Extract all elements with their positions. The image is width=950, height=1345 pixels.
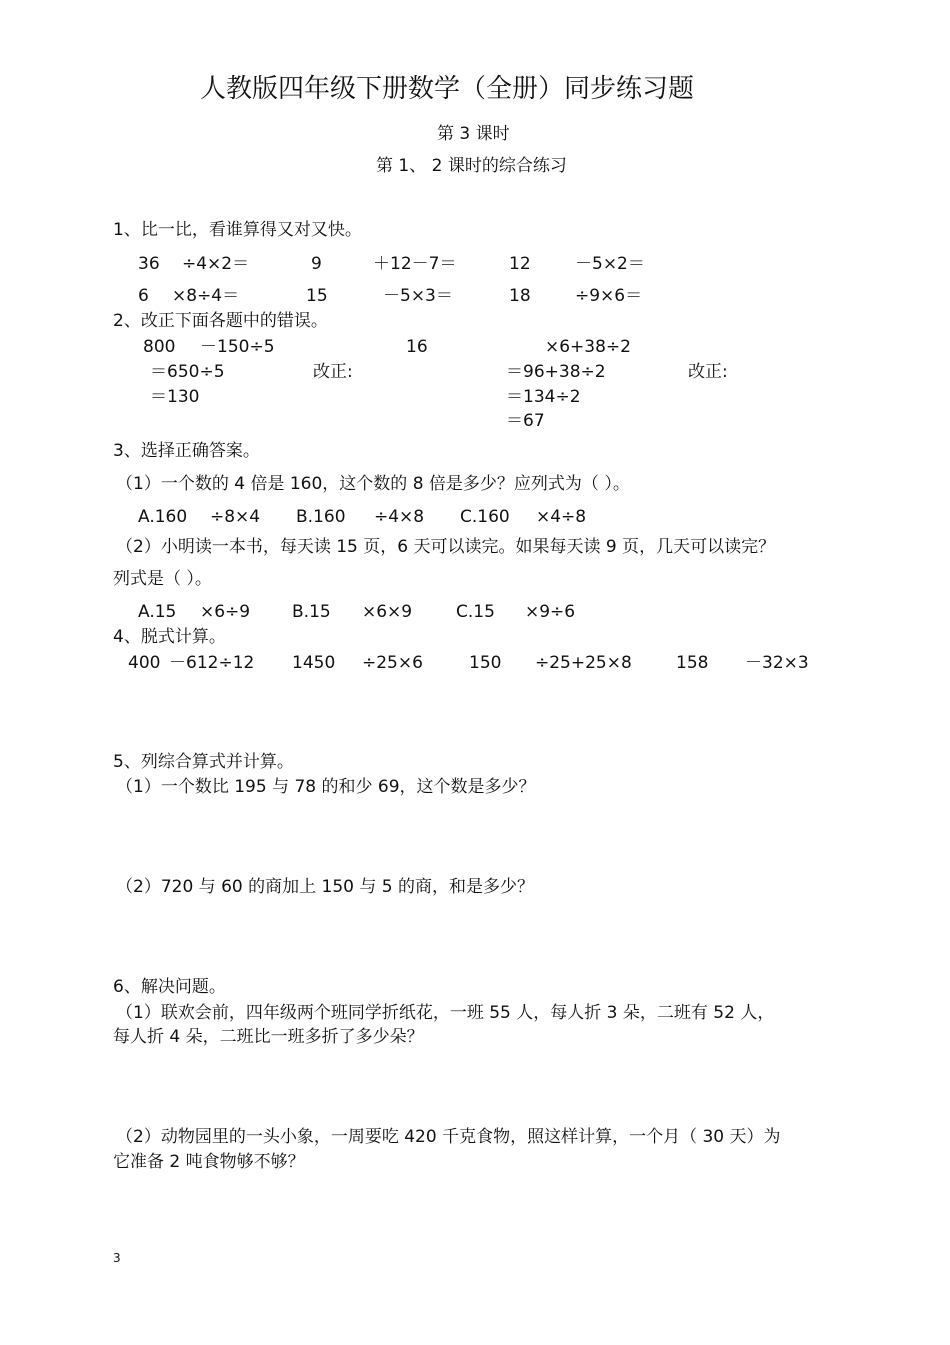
q6-p2-line2: 它准备 2 吨食物够不够？ xyxy=(113,1152,305,1172)
page-number: 3 xyxy=(113,1251,121,1265)
page-title: 人教版四年级下册数学（全册）同步练习题 xyxy=(200,74,695,104)
q2-right-line4: ＝67 xyxy=(506,411,545,431)
q1-r2-c1: 6 xyxy=(138,286,149,306)
q1-r2-c2: ×8÷4＝ xyxy=(172,286,240,306)
q3-p2-optC-expr: ×9÷6 xyxy=(525,602,576,622)
q6-p1-line1: （1）联欢会前，四年级两个班同学折纸花，一班 55 人，每人折 3 朵，二班有 52 人， xyxy=(116,1003,775,1023)
q6-p2-line1: （2）动物园里的一头小象，一周要吃 420 千克食物，照这样计算，一个月（ 30 天）为 xyxy=(116,1127,781,1147)
q2-left-line3: ＝130 xyxy=(150,387,200,407)
q4-item1-expr: －612÷12 xyxy=(169,653,255,673)
q4-item2-num: 1450 xyxy=(292,653,336,673)
q1-r2-c5: 18 xyxy=(509,286,531,306)
q2-right-line3: ＝134÷2 xyxy=(506,387,581,407)
q5-heading: 5、列综合算式并计算。 xyxy=(113,752,294,772)
q2-right-line2: ＝96+38÷2 xyxy=(506,362,606,382)
q3-p1-optC-label: C.160 xyxy=(460,507,510,527)
q2-right-line1-num: 16 xyxy=(406,337,428,357)
q5-p2: （2）720 与 60 的商加上 150 与 5 的商，和是多少？ xyxy=(116,877,534,897)
q3-heading: 3、选择正确答案。 xyxy=(113,441,260,461)
q3-p2-question-line2: 列式是（ ）。 xyxy=(113,569,212,589)
q3-p2-optB-label: B.15 xyxy=(292,602,331,622)
q2-left-line1-num: 800 xyxy=(143,337,176,357)
q3-p2-optC-label: C.15 xyxy=(456,602,495,622)
q1-r1-c5: 12 xyxy=(509,254,531,274)
q3-p2-question-line1: （2）小明读一本书，每天读 15 页，6 天可以读完。如果每天读 9 页，几天可以读完？ xyxy=(116,537,776,557)
q1-r2-c3: 15 xyxy=(306,286,328,306)
q3-p2-optB-expr: ×6×9 xyxy=(362,602,413,622)
q1-r2-c4: －5×3＝ xyxy=(383,286,453,306)
q4-heading: 4、脱式计算。 xyxy=(113,627,226,647)
q3-p2-optA-label: A.15 xyxy=(138,602,177,622)
q3-p1-optA-expr: ÷8×4 xyxy=(210,507,261,527)
q3-p1-optB-label: B.160 xyxy=(296,507,346,527)
q3-p1-optA-label: A.160 xyxy=(138,507,188,527)
lesson-number: 第 3 课时 xyxy=(437,124,510,144)
page-subtitle: 第 1、 2 课时的综合练习 xyxy=(376,156,567,176)
q4-item3-num: 150 xyxy=(469,653,502,673)
q3-p2-optA-expr: ×6÷9 xyxy=(200,602,251,622)
q5-p1: （1）一个数比 195 与 78 的和少 69，这个数是多少？ xyxy=(116,777,536,797)
q1-heading: 1、比一比，看谁算得又对又快。 xyxy=(113,220,362,240)
q4-item1-num: 400 xyxy=(128,653,161,673)
q6-p1-line2: 每人折 4 朵，二班比一班多折了多少朵？ xyxy=(113,1027,424,1047)
q1-r1-c1: 36 xyxy=(138,254,160,274)
q1-r1-c3: 9 xyxy=(311,254,322,274)
q3-p1-question: （1）一个数的 4 倍是 160，这个数的 8 倍是多少？应列式为（ ）。 xyxy=(116,474,630,494)
q1-r2-c6: ÷9×6＝ xyxy=(575,286,643,306)
q1-r1-c4: ＋12－7＝ xyxy=(373,254,457,274)
q1-r1-c6: －5×2＝ xyxy=(575,254,645,274)
q6-heading: 6、解决问题。 xyxy=(113,977,226,997)
q2-right-fix-label: 改正: xyxy=(688,362,728,382)
q2-right-line1-expr: ×6+38÷2 xyxy=(545,337,631,357)
q4-item3-expr: ÷25+25×8 xyxy=(535,653,632,673)
q2-left-line2: ＝650÷5 xyxy=(150,362,225,382)
q3-p1-optB-expr: ÷4×8 xyxy=(374,507,425,527)
q2-heading: 2、改正下面各题中的错误。 xyxy=(113,311,328,331)
q4-item2-expr: ÷25×6 xyxy=(362,653,423,673)
q3-p1-optC-expr: ×4÷8 xyxy=(536,507,587,527)
q2-left-fix-label: 改正: xyxy=(313,362,353,382)
q4-item4-num: 158 xyxy=(676,653,709,673)
q2-left-line1-expr: －150÷5 xyxy=(200,337,275,357)
q1-r1-c2: ÷4×2＝ xyxy=(182,254,250,274)
q4-item4-expr: －32×3 xyxy=(745,653,809,673)
